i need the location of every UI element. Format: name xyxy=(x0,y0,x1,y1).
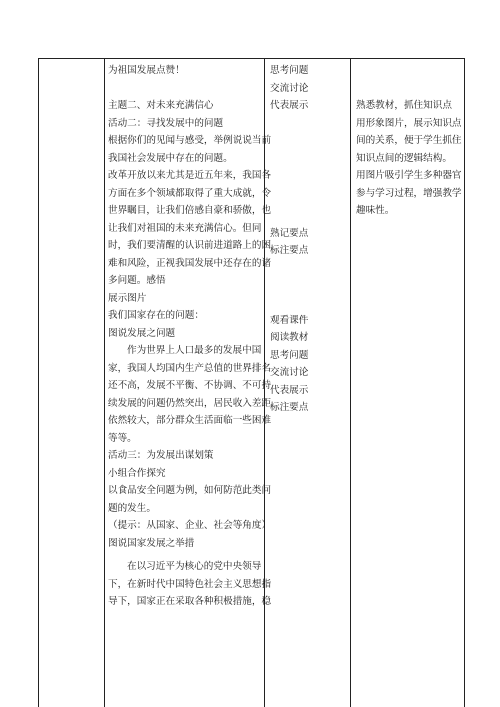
text-line: 多问题。感悟 xyxy=(108,275,166,286)
text-line: 下，在新时代中国特色社会主义思想指 xyxy=(108,578,272,590)
design-intent-line: 用形象图片，展示知识点 xyxy=(356,117,462,129)
column-divider-3 xyxy=(350,58,351,707)
text-line: 图说发展之问题 xyxy=(108,327,176,339)
student-activity: 观看课件 xyxy=(270,314,309,326)
text-line: 续发展的问题仍然突出，居民收入差距 xyxy=(108,397,272,409)
design-intent-line: 熟悉教材，抓住知识点 xyxy=(356,100,452,111)
student-activity: 思考问题 xyxy=(270,65,309,76)
text-line: 我国社会发展中存在的问题。 xyxy=(108,152,233,164)
text-line: 依然较大，部分群众生活面临一些困难 xyxy=(108,415,272,426)
text-line: 我们国家存在的问题： xyxy=(108,310,204,321)
activity-heading: 活动二：寻找发展中的问题 xyxy=(108,117,224,129)
table-left-border xyxy=(38,58,39,707)
student-activity: 标注要点 xyxy=(270,245,309,256)
text-line: 以食品安全问题为例，如何防范此类问 xyxy=(108,485,272,496)
student-activity-column xyxy=(270,62,346,417)
student-activity: 思考问题 xyxy=(270,349,309,361)
hint-line: （提示：从国家、企业、社会等角度） xyxy=(108,520,272,531)
activity-heading: 活动三：为发展出谋划策 xyxy=(108,450,214,461)
student-activity: 交流讨论 xyxy=(270,367,309,378)
blank-line xyxy=(108,80,260,98)
design-intent-line: 用图片吸引学生多种器官 xyxy=(356,170,462,181)
text-line: 改革开放以来尤其是近五年来，我国各 xyxy=(108,170,272,181)
text-line: 根据你们的见闻与感受，举例说说当前 xyxy=(108,135,272,146)
student-activity: 标注要点 xyxy=(270,402,309,413)
column-divider-1 xyxy=(104,58,105,707)
design-intent-line: 间的关系，便于学生抓住 xyxy=(356,135,462,146)
design-intent-line: 知识点间的逻辑结构。 xyxy=(356,152,452,164)
text-line: 等等。 xyxy=(108,432,137,444)
teaching-content-column xyxy=(108,62,272,611)
theme-heading: 主题二、对未来充满信心 xyxy=(108,100,214,111)
design-intent-column xyxy=(356,97,462,220)
text-line: 小组合作探究 xyxy=(108,467,166,479)
text-line: 方面在多个领域都取得了重大成就，令 xyxy=(108,187,272,199)
student-activity: 阅读教材 xyxy=(270,332,309,343)
text-line: 世界瞩目，让我们倍感自豪和骄傲，也 xyxy=(108,205,272,216)
text-line: 让我们对祖国的未来充满信心。但同 xyxy=(108,222,262,234)
text-line: 展示图片 xyxy=(108,292,147,304)
student-activity: 代表展示 xyxy=(270,100,309,111)
spacer xyxy=(270,115,346,225)
table-right-border xyxy=(464,58,465,707)
text-line: 在以习近平为核心的党中央领导 xyxy=(127,561,262,572)
text-line: 图说国家发展之举措 xyxy=(108,537,195,549)
student-activity: 代表展示 xyxy=(270,384,309,396)
text-line: 还不高，发展不平衡、不协调、不可持 xyxy=(108,380,272,391)
table-top-border xyxy=(38,58,464,59)
design-intent-line: 参与学习过程，增强教学 xyxy=(356,187,462,199)
student-activity: 交流讨论 xyxy=(270,82,309,94)
student-activity: 熟记要点 xyxy=(270,227,309,239)
text-line: 家，我国人均国内生产总值的世界排名 xyxy=(108,362,272,374)
design-intent-line: 趣味性。 xyxy=(356,205,395,216)
text-line: 为祖国发展点赞！ xyxy=(108,65,185,76)
text-line: 作为世界上人口最多的发展中国 xyxy=(127,345,262,356)
spacer xyxy=(270,260,346,312)
text-line: 难和风险，正视我国发展中还存在的诸 xyxy=(108,257,272,269)
text-line: 题的发生。 xyxy=(108,502,156,514)
text-line: 导下，国家正在采取各种积极措施，稳 xyxy=(108,596,272,607)
text-line: 时，我们要清醒的认识前进道路上的困 xyxy=(108,240,272,251)
